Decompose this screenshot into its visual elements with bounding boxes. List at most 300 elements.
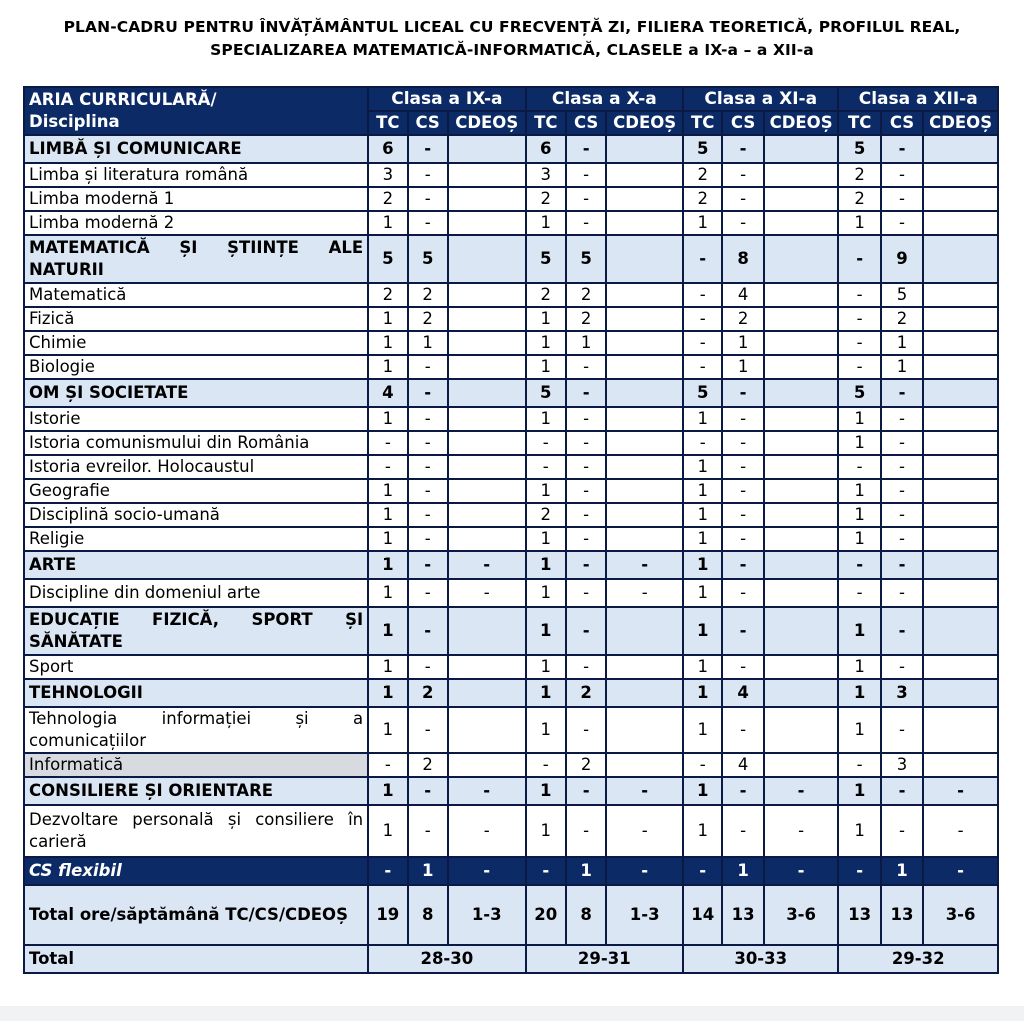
cell-class-10-tc: 1 (526, 479, 566, 503)
discipline-name: Biologie (24, 355, 368, 379)
cell-class-12-cs: - (881, 707, 923, 753)
cell-class-9-cdeos (448, 479, 526, 503)
cell-class-10-cs: - (566, 407, 606, 431)
area-name: LIMBĂ ȘI COMUNICARE (24, 135, 368, 163)
header-sub-cdeos-class-9: CDEOȘ (448, 111, 526, 135)
cell-class-10-cdeos (606, 503, 683, 527)
cell-class-11-cdeos (764, 235, 839, 283)
header-sub-cdeos-class-12: CDEOȘ (923, 111, 998, 135)
discipline-row (24, 579, 998, 607)
cell-class-9-cdeos (448, 355, 526, 379)
cell-class-11-tc: 1 (683, 503, 722, 527)
area-row (24, 379, 998, 407)
cell-class-10-cs: - (566, 455, 606, 479)
cell-class-11-tc: 1 (683, 777, 722, 805)
cell-class-12-cs: - (881, 187, 923, 211)
cell-class-11-cdeos (764, 679, 839, 707)
discipline-row (24, 655, 998, 679)
cell-class-9-cdeos (448, 187, 526, 211)
discipline-name: Religie (24, 527, 368, 551)
cell-class-9-tc: - (368, 753, 407, 777)
total-row (24, 885, 998, 945)
cell-class-10-cdeos: - (606, 777, 683, 805)
cell-class-12-cdeos (923, 211, 998, 235)
cell-class-12-cs: - (881, 135, 923, 163)
cell-class-11-tc: 14 (683, 885, 722, 945)
cell-class-11-cdeos (764, 379, 839, 407)
cell-class-11-cdeos (764, 579, 839, 607)
discipline-name: Limba și literatura română (24, 163, 368, 187)
cell-class-12-tc: 1 (838, 679, 880, 707)
cell-class-12-cdeos (923, 379, 998, 407)
cell-class-12-cs: - (881, 163, 923, 187)
cell-class-10-tc: 2 (526, 283, 566, 307)
cell-class-10-cs: - (566, 579, 606, 607)
cell-class-12-tc: - (838, 753, 880, 777)
total-label: Total ore/săptămână TC/CS/CDEOȘ (24, 885, 368, 945)
discipline-name: Fizică (24, 307, 368, 331)
cell-class-10-cs: - (566, 805, 606, 857)
area-row (24, 135, 998, 163)
discipline-row (24, 455, 998, 479)
cell-class-9-tc: 1 (368, 527, 407, 551)
cell-class-12-tc: 1 (838, 777, 880, 805)
discipline-row (24, 331, 998, 355)
cell-class-12-cdeos (923, 455, 998, 479)
cell-class-12-cdeos: 3-6 (923, 885, 998, 945)
cell-class-10-cs: - (566, 607, 606, 655)
cell-class-10-tc: 1 (526, 679, 566, 707)
cell-class-9-cs: - (408, 503, 448, 527)
cell-class-12-cs: 13 (881, 885, 923, 945)
cell-class-10-cdeos: - (606, 551, 683, 579)
discipline-row (24, 211, 998, 235)
header-sub-cdeos-class-11: CDEOȘ (764, 111, 839, 135)
cell-class-10-tc: - (526, 753, 566, 777)
cell-class-11-tc: 1 (683, 479, 722, 503)
cell-class-11-cs: - (722, 707, 763, 753)
cell-class-11-cs: - (722, 455, 763, 479)
cell-class-11-cdeos (764, 607, 839, 655)
cell-class-9-tc: 1 (368, 479, 407, 503)
cell-class-10-cs: - (566, 355, 606, 379)
header-sub-cs-class-9: CS (408, 111, 448, 135)
cell-class-11-tc: 1 (683, 679, 722, 707)
discipline-name: Matematică (24, 283, 368, 307)
cell-class-10-cdeos (606, 479, 683, 503)
cell-class-12-cdeos (923, 307, 998, 331)
cell-class-12-cdeos (923, 407, 998, 431)
cell-class-9-tc: 2 (368, 187, 407, 211)
header-sub-tc-class-11: TC (683, 111, 722, 135)
cell-class-11-tc: - (683, 753, 722, 777)
cell-class-9-tc: 1 (368, 307, 407, 331)
title-line-1: PLAN-CADRU PENTRU ÎNVĂȚĂMÂNTUL LICEAL CU FRECVENȚĂ ZI, FILIERA TEORETICĂ, PROFILUL REAL, (63, 18, 961, 36)
grand-total-row (24, 945, 998, 973)
area-row (24, 679, 998, 707)
cell-class-10-cs: - (566, 379, 606, 407)
cell-class-9-cdeos (448, 407, 526, 431)
cell-class-12-cs: 5 (881, 283, 923, 307)
cell-class-12-cs: 1 (881, 331, 923, 355)
cell-class-9-cs: 2 (408, 679, 448, 707)
discipline-name: Limba modernă 2 (24, 211, 368, 235)
cell-class-10-tc: 1 (526, 777, 566, 805)
curriculum-table (23, 86, 999, 974)
cell-class-12-cdeos (923, 187, 998, 211)
cell-class-9-cdeos (448, 283, 526, 307)
cell-class-9-cs: 1 (408, 331, 448, 355)
cell-class-12-cs: - (881, 455, 923, 479)
cell-class-12-cdeos: - (923, 805, 998, 857)
cell-class-9-cs: - (408, 777, 448, 805)
discipline-name: Istoria evreilor. Holocaustul (24, 455, 368, 479)
cell-class-9-tc: - (368, 455, 407, 479)
cell-class-11-cs: 1 (722, 355, 763, 379)
cell-class-9-cs: - (408, 527, 448, 551)
cell-class-10-tc: 1 (526, 551, 566, 579)
cell-class-9-cs: - (408, 707, 448, 753)
cell-class-9-cs: 5 (408, 235, 448, 283)
cell-class-10-cs: - (566, 163, 606, 187)
cell-class-10-cs: 5 (566, 235, 606, 283)
cell-class-11-tc: - (683, 355, 722, 379)
cell-class-11-tc: 1 (683, 579, 722, 607)
area-name: ARTE (24, 551, 368, 579)
header-sub-tc-class-10: TC (526, 111, 566, 135)
discipline-name: Informatică (24, 753, 368, 777)
cell-class-11-cdeos (764, 479, 839, 503)
cell-class-10-cs: - (566, 551, 606, 579)
cell-class-10-cdeos (606, 331, 683, 355)
cell-class-11-cdeos (764, 503, 839, 527)
cell-class-10-cs: 1 (566, 331, 606, 355)
cell-class-11-tc: - (683, 431, 722, 455)
cell-class-11-cs: - (722, 655, 763, 679)
cell-class-10-cdeos: - (606, 805, 683, 857)
cell-class-9-cs: 1 (408, 857, 448, 885)
cell-class-12-cs: - (881, 407, 923, 431)
cell-class-10-tc: 1 (526, 527, 566, 551)
cell-class-11-tc: - (683, 857, 722, 885)
cell-class-10-cs: 2 (566, 679, 606, 707)
cell-class-10-cdeos (606, 135, 683, 163)
cell-class-12-tc: 1 (838, 503, 880, 527)
area-row (24, 777, 998, 805)
header-discipline-label: Disciplina (29, 112, 120, 131)
cell-class-11-cdeos (764, 753, 839, 777)
cell-class-10-cdeos (606, 707, 683, 753)
cell-class-10-tc: 1 (526, 707, 566, 753)
discipline-row (24, 479, 998, 503)
cell-class-11-cdeos (764, 135, 839, 163)
cell-class-12-cdeos (923, 527, 998, 551)
cell-class-10-cdeos (606, 355, 683, 379)
cell-class-9-cdeos: - (448, 777, 526, 805)
cell-class-9-tc: 1 (368, 551, 407, 579)
cell-class-9-cdeos (448, 455, 526, 479)
cell-class-9-cdeos (448, 607, 526, 655)
cell-class-11-cs: 1 (722, 857, 763, 885)
discipline-row (24, 163, 998, 187)
cell-class-10-tc: 5 (526, 235, 566, 283)
cell-class-9-cs: - (408, 479, 448, 503)
cell-class-12-tc: - (838, 355, 880, 379)
discipline-row (24, 307, 998, 331)
cell-class-11-cdeos (764, 551, 839, 579)
cell-class-12-cs: - (881, 805, 923, 857)
area-name: MATEMATICĂ ȘI ȘTIINȚE ALE NATURII (24, 235, 368, 283)
cell-class-11-cs: - (722, 805, 763, 857)
cell-class-10-cdeos (606, 455, 683, 479)
cell-class-12-tc: - (838, 857, 880, 885)
cell-class-9-cs: - (408, 355, 448, 379)
cell-class-12-tc: 1 (838, 479, 880, 503)
cell-class-9-cs: - (408, 805, 448, 857)
cell-class-12-cs: 2 (881, 307, 923, 331)
cell-class-11-tc: 1 (683, 655, 722, 679)
cell-class-11-cdeos (764, 655, 839, 679)
cell-class-11-tc: - (683, 331, 722, 355)
cell-class-9-cdeos: - (448, 551, 526, 579)
cell-class-10-cdeos (606, 679, 683, 707)
cell-class-10-cs: - (566, 479, 606, 503)
cell-class-9-tc: - (368, 857, 407, 885)
cell-class-10-cdeos (606, 187, 683, 211)
cell-class-12-tc: 1 (838, 407, 880, 431)
cell-class-9-tc: 5 (368, 235, 407, 283)
cell-class-9-cs: - (408, 135, 448, 163)
grand-total-class-10: 29-31 (526, 945, 683, 973)
area-row (24, 235, 998, 283)
cell-class-9-cdeos (448, 135, 526, 163)
cell-class-10-cdeos (606, 283, 683, 307)
cell-class-12-tc: 2 (838, 163, 880, 187)
cell-class-10-tc: - (526, 431, 566, 455)
cell-class-9-cdeos: - (448, 857, 526, 885)
cell-class-9-tc: 6 (368, 135, 407, 163)
cell-class-12-tc: 1 (838, 527, 880, 551)
cell-class-11-cs: - (722, 211, 763, 235)
cell-class-11-cs: 2 (722, 307, 763, 331)
cell-class-10-cdeos (606, 607, 683, 655)
cell-class-10-cdeos (606, 655, 683, 679)
cell-class-12-cdeos (923, 655, 998, 679)
cell-class-12-tc: 1 (838, 805, 880, 857)
cell-class-12-cdeos: - (923, 857, 998, 885)
cell-class-12-tc: - (838, 235, 880, 283)
cell-class-12-cs: - (881, 527, 923, 551)
cell-class-12-tc: - (838, 455, 880, 479)
cell-class-12-cs: - (881, 777, 923, 805)
cell-class-9-cs: - (408, 655, 448, 679)
discipline-name: Discipline din domeniul arte (24, 579, 368, 607)
cell-class-11-cs: 8 (722, 235, 763, 283)
cell-class-12-cs: - (881, 655, 923, 679)
cell-class-10-cdeos (606, 235, 683, 283)
header-class-10: Clasa a X-a (526, 87, 683, 111)
cell-class-10-tc: 2 (526, 503, 566, 527)
cell-class-10-tc: 1 (526, 407, 566, 431)
cell-class-9-cdeos (448, 655, 526, 679)
cell-class-11-tc: 1 (683, 607, 722, 655)
cell-class-9-cdeos (448, 503, 526, 527)
discipline-name: Geografie (24, 479, 368, 503)
discipline-row (24, 753, 998, 777)
header-sub-tc-class-9: TC (368, 111, 407, 135)
cell-class-10-cdeos: - (606, 579, 683, 607)
cell-class-10-cdeos (606, 753, 683, 777)
cell-class-11-tc: - (683, 307, 722, 331)
cell-class-9-cs: 2 (408, 283, 448, 307)
cell-class-9-cs: 2 (408, 307, 448, 331)
cell-class-11-tc: 1 (683, 805, 722, 857)
cell-class-12-cdeos (923, 135, 998, 163)
cell-class-9-cdeos (448, 379, 526, 407)
cell-class-9-cdeos: - (448, 805, 526, 857)
cell-class-11-cdeos (764, 187, 839, 211)
cell-class-9-tc: 1 (368, 805, 407, 857)
title-line-2: SPECIALIZAREA MATEMATICĂ-INFORMATICĂ, CLASELE a IX-a – a XII-a (210, 41, 814, 59)
area-name: TEHNOLOGII (24, 679, 368, 707)
cell-class-10-tc: 1 (526, 307, 566, 331)
cell-class-9-cdeos: - (448, 579, 526, 607)
cell-class-12-cdeos: - (923, 777, 998, 805)
cell-class-11-cdeos (764, 707, 839, 753)
cell-class-10-cdeos (606, 379, 683, 407)
cell-class-11-cs: - (722, 503, 763, 527)
cell-class-12-tc: - (838, 307, 880, 331)
discipline-name: Disciplină socio-umană (24, 503, 368, 527)
cell-class-10-cdeos: - (606, 857, 683, 885)
cell-class-9-tc: 1 (368, 331, 407, 355)
header-area-cell (24, 87, 368, 135)
cell-class-12-cs: 1 (881, 857, 923, 885)
cell-class-9-cdeos (448, 527, 526, 551)
cell-class-10-cs: 2 (566, 753, 606, 777)
cell-class-9-cs: 2 (408, 753, 448, 777)
header-class-12: Clasa a XII-a (838, 87, 998, 111)
grand-total-label: Total (24, 945, 368, 973)
cell-class-11-cs: - (722, 551, 763, 579)
cell-class-10-tc: 1 (526, 655, 566, 679)
cell-class-11-cs: 4 (722, 283, 763, 307)
header-sub-tc-class-12: TC (838, 111, 880, 135)
header-class-9: Clasa a IX-a (368, 87, 525, 111)
cell-class-12-cs: - (881, 551, 923, 579)
cell-class-9-tc: 1 (368, 607, 407, 655)
cell-class-10-cs: - (566, 431, 606, 455)
cell-class-9-cdeos (448, 235, 526, 283)
cell-class-9-tc: 1 (368, 407, 407, 431)
cell-class-11-cdeos: 3-6 (764, 885, 839, 945)
discipline-row (24, 503, 998, 527)
cell-class-10-tc: - (526, 455, 566, 479)
cell-class-11-cdeos (764, 355, 839, 379)
cell-class-11-tc: 1 (683, 527, 722, 551)
discipline-name: Tehnologia informației și a comunicațiilor (24, 707, 368, 753)
cell-class-12-cdeos (923, 355, 998, 379)
cell-class-10-cdeos (606, 527, 683, 551)
cell-class-12-cdeos (923, 283, 998, 307)
cell-class-9-cdeos (448, 753, 526, 777)
cell-class-10-cdeos (606, 211, 683, 235)
cell-class-11-cs: - (722, 527, 763, 551)
discipline-row (24, 805, 998, 857)
cell-class-12-cs: - (881, 503, 923, 527)
cell-class-10-tc: 2 (526, 187, 566, 211)
discipline-row (24, 407, 998, 431)
grand-total-class-12: 29-32 (838, 945, 998, 973)
cell-class-10-cs: - (566, 655, 606, 679)
discipline-row (24, 283, 998, 307)
cell-class-12-cdeos (923, 503, 998, 527)
cell-class-9-cdeos: 1-3 (448, 885, 526, 945)
cell-class-11-cs: 4 (722, 753, 763, 777)
cell-class-12-cdeos (923, 679, 998, 707)
cell-class-11-cs: - (722, 607, 763, 655)
discipline-name: Sport (24, 655, 368, 679)
header-sub-cs-class-11: CS (722, 111, 763, 135)
cell-class-9-cs: - (408, 455, 448, 479)
cell-class-9-cs: - (408, 211, 448, 235)
cell-class-9-cs: - (408, 579, 448, 607)
flex-label: CS flexibil (24, 857, 368, 885)
cell-class-9-cs: 8 (408, 885, 448, 945)
area-name: EDUCAȚIE FIZICĂ, SPORT ȘI SĂNĂTATE (24, 607, 368, 655)
cell-class-11-tc: 1 (683, 551, 722, 579)
cell-class-11-tc: 2 (683, 163, 722, 187)
cell-class-10-cs: - (566, 707, 606, 753)
cell-class-9-tc: 1 (368, 579, 407, 607)
discipline-row (24, 431, 998, 455)
cell-class-10-tc: 3 (526, 163, 566, 187)
discipline-name: Chimie (24, 331, 368, 355)
cell-class-12-tc: 1 (838, 707, 880, 753)
cell-class-11-cdeos (764, 331, 839, 355)
header-area-label: ARIA CURRICULARĂ/ (29, 90, 217, 109)
cell-class-12-cs: - (881, 607, 923, 655)
cell-class-12-tc: 13 (838, 885, 880, 945)
cell-class-11-cs: 13 (722, 885, 763, 945)
cell-class-9-tc: 1 (368, 503, 407, 527)
header-sub-cdeos-class-10: CDEOȘ (606, 111, 683, 135)
discipline-row (24, 187, 998, 211)
cell-class-9-cs: - (408, 163, 448, 187)
page-bottom-shade (0, 1006, 1024, 1021)
discipline-name: Istorie (24, 407, 368, 431)
cell-class-9-tc: 1 (368, 777, 407, 805)
cell-class-12-cdeos (923, 235, 998, 283)
cell-class-11-cs: - (722, 777, 763, 805)
cell-class-12-cdeos (923, 579, 998, 607)
cell-class-12-tc: 1 (838, 655, 880, 679)
cell-class-9-cdeos (448, 211, 526, 235)
cell-class-12-tc: 1 (838, 607, 880, 655)
cell-class-12-cdeos (923, 607, 998, 655)
header-sub-cs-class-12: CS (881, 111, 923, 135)
header-sub-cs-class-10: CS (566, 111, 606, 135)
cell-class-11-cdeos (764, 307, 839, 331)
cell-class-12-cdeos (923, 431, 998, 455)
cell-class-11-cdeos: - (764, 857, 839, 885)
cell-class-10-cs: 8 (566, 885, 606, 945)
page-title (0, 0, 1024, 86)
cell-class-12-tc: 1 (838, 431, 880, 455)
cell-class-9-cdeos (448, 307, 526, 331)
cell-class-10-cs: 2 (566, 283, 606, 307)
discipline-name: Istoria comunismului din România (24, 431, 368, 455)
